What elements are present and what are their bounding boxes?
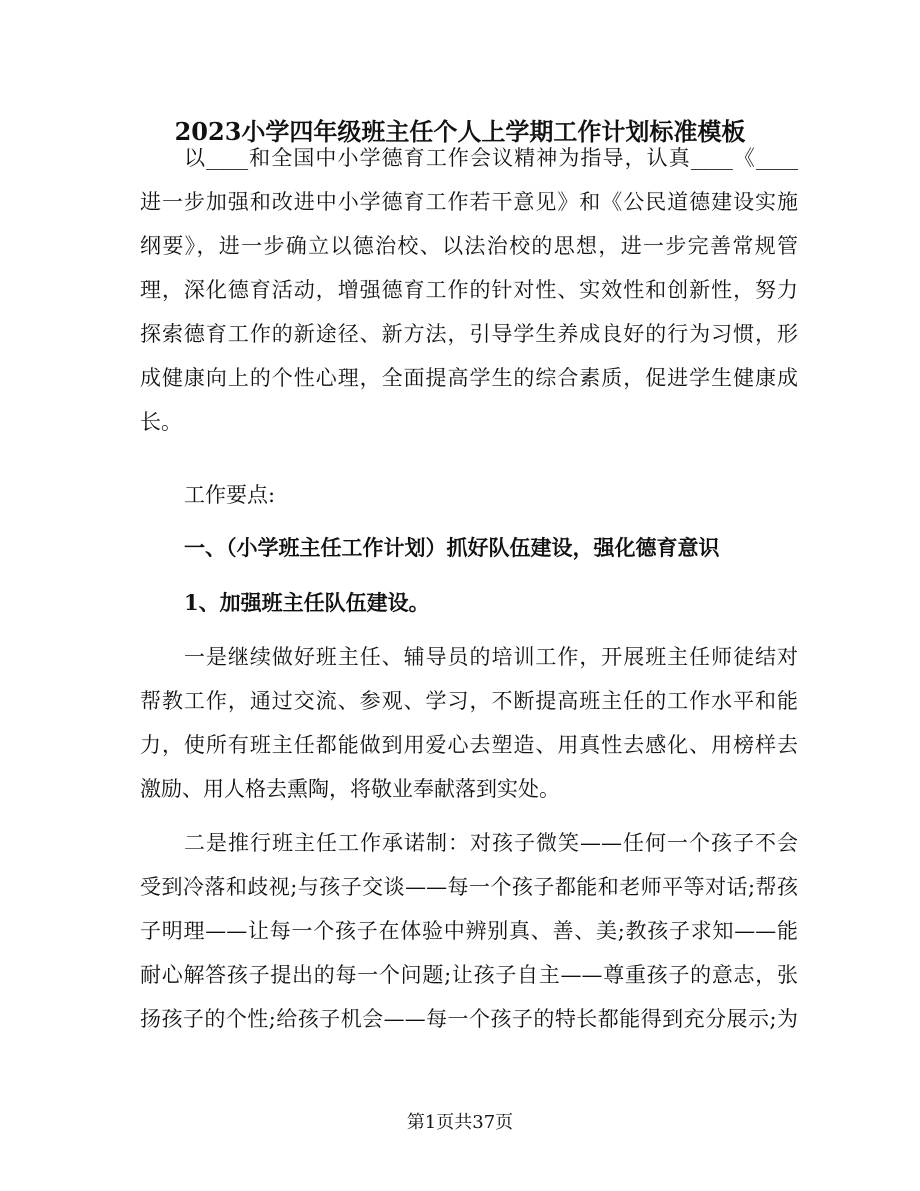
paragraph-line: 以____和全国中小学德育工作会议精神为指导，认真____《____ [184, 146, 798, 170]
paragraph-line: 理，深化德育活动，增强德育工作的针对性、实效性和创新性，努力 [140, 278, 798, 302]
paragraph-line: 二是推行班主任工作承诺制：对孩子微笑——任何一个孩子不会 [184, 831, 798, 855]
subsection-heading: 1、加强班主任队伍建设。 [184, 590, 430, 615]
paragraph-line: 力，使所有班主任都能做到用爱心去塑造、用真性去感化、用榜样去 [140, 733, 798, 757]
work-points-label: 工作要点: [184, 483, 276, 507]
paragraph-line: 成健康向上的个性心理，全面提高学生的综合素质，促进学生健康成 [140, 366, 798, 390]
paragraph-line: 进一步加强和改进中小学德育工作若干意见》和《公民道德建设实施 [140, 190, 798, 214]
paragraph-line: 激励、用人格去熏陶，将敬业奉献落到实处。 [140, 777, 560, 801]
paragraph-line: 探索德育工作的新途径、新方法，引导学生养成良好的行为习惯，形 [140, 322, 798, 346]
paragraph-line: 受到冷落和歧视;与孩子交谈——每一个孩子都能和老师平等对话;帮孩 [140, 875, 798, 899]
paragraph-line: 一是继续做好班主任、辅导员的培训工作，开展班主任师徒结对 [184, 645, 798, 669]
paragraph-line: 长。 [140, 410, 182, 434]
paragraph-line: 耐心解答孩子提出的每一个问题;让孩子自主——尊重孩子的意志，张 [140, 963, 798, 987]
paragraph-line: 扬孩子的个性;给孩子机会——每一个孩子的特长都能得到充分展示;为 [140, 1007, 798, 1031]
paragraph-line: 帮教工作，通过交流、参观、学习，不断提高班主任的工作水平和能 [140, 689, 798, 713]
paragraph-line: 子明理——让每一个孩子在体验中辨别真、善、美;教孩子求知——能 [140, 919, 798, 943]
paragraph-line: 纲要》，进一步确立以德治校、以法治校的思想，进一步完善常规管 [140, 234, 798, 258]
section-heading: 一、（小学班主任工作计划）抓好队伍建设，强化德育意识 [184, 535, 720, 560]
document-title: 2023小学四年级班主任个人上学期工作计划标准模板 [174, 117, 746, 146]
page-footer: 第1页共37页 [406, 1112, 514, 1133]
